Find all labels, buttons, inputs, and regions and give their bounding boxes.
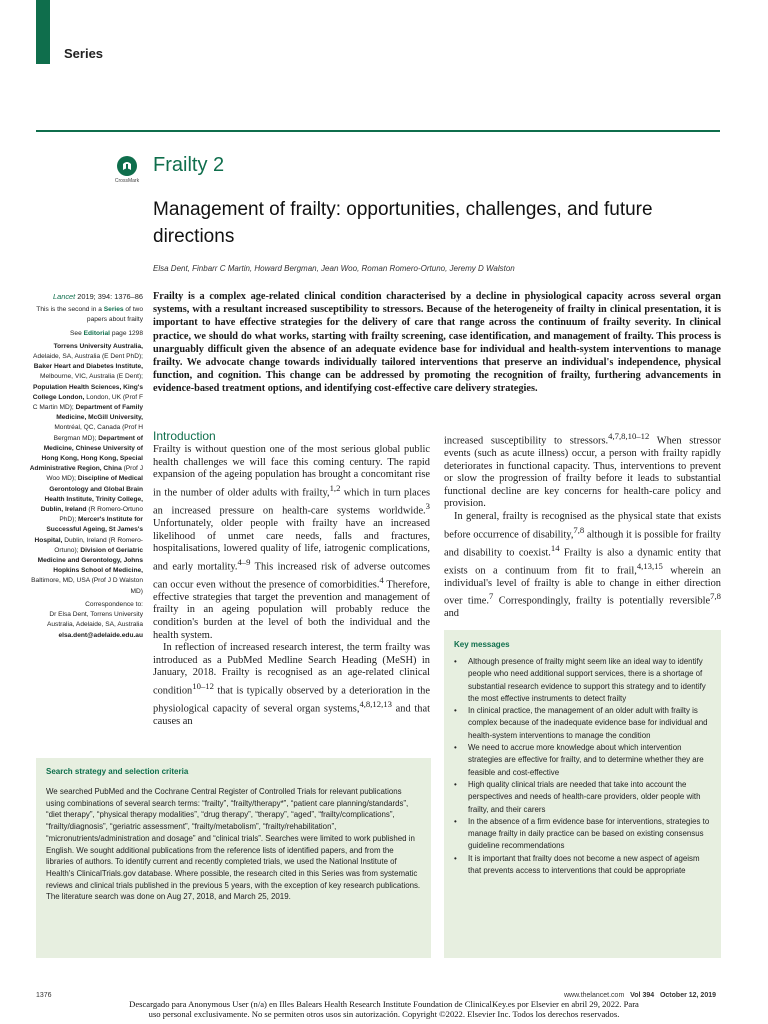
paragraph xyxy=(153,444,430,642)
citation-ref: 7 xyxy=(489,591,494,602)
affiliation-name: Mercer's Institute for Successful Ageing, St James's Hospital, xyxy=(34,516,143,544)
correspondence-address: Dr Elsa Dent, Torrens University Australia, Adelaide, SA, Australia xyxy=(46,611,143,629)
citation-details: 2019; 394: 1376–86 xyxy=(75,292,143,301)
body-column-right xyxy=(444,430,721,621)
page-number: 1376 xyxy=(36,992,52,999)
affiliation-detail: Adelaide, SA, Australia (E Dent PhD); xyxy=(33,353,143,361)
text-run: Frailty is also a dynamic entity that exists on a continuum from fit to frail, xyxy=(444,547,721,577)
affiliation-detail: Baltimore, MD, USA (Prof J D Walston MD) xyxy=(31,577,143,595)
text-run: which in turn places an increased pressure on health-care systems worldwide. xyxy=(153,487,430,517)
paragraph xyxy=(444,430,721,511)
affiliation-name: Department of Medicine, Chinese University of Hong Kong, Hong Kong, Special Administrative Region, China xyxy=(29,434,143,473)
citation-ref: 4,8,12,13 xyxy=(359,699,392,710)
crossmark-label: CrossMark xyxy=(114,178,140,184)
citation-ref: 7,8 xyxy=(710,591,721,602)
panel-heading: Key messages xyxy=(454,640,510,649)
list-item: • Although presence of frailty might seem like an ideal way to identify people who need additional support services, there is a shortage of substantial research evidence to support this strategy and to identify the most effective instruments to detect frailty xyxy=(454,656,711,705)
affiliation-name: Department of Family Medicine, McGill University, xyxy=(56,404,143,422)
crossmark-badge[interactable] xyxy=(113,155,141,184)
correspondence-email[interactable]: elsa.dent@adelaide.edu.au xyxy=(58,631,143,639)
affiliation-name: Torrens University Australia, xyxy=(53,342,143,350)
list-item: • In the absence of a firm evidence base for interventions, strategies to manage frailty in daily practice can be based on existing consensus guideline recommendations xyxy=(454,816,711,853)
citation-ref: 4–9 xyxy=(237,556,251,567)
journal-volume: Vol 394 xyxy=(630,992,655,999)
series-note xyxy=(28,305,143,325)
citation-ref: 7,8 xyxy=(573,524,585,535)
citation-ref: 4 xyxy=(379,574,384,585)
editorial-page: page 1298 xyxy=(109,329,143,337)
citation-journal: Lancet xyxy=(52,292,76,301)
journal-footer xyxy=(564,992,716,999)
correspondence-label: Correspondence to: xyxy=(85,600,143,608)
introduction-heading: Introduction xyxy=(153,429,216,443)
list-item: • It is important that frailty does not become a new aspect of ageism that prevents access to interventions that could be appropriate xyxy=(454,853,711,878)
correspondence xyxy=(28,600,143,641)
affiliation-name: Division of Geriatric Medicine and Gerontology, Johns Hopkins School of Medicine, xyxy=(37,546,143,575)
abstract: Frailty is a complex age-related clinical condition characterised by a decline in physiological capacity across several organ systems, with a resultant increased susceptibility to stressors. Because of the heterogeneity of frailty in clinical presentation, it is important to have effective strategies for the delivery of care that range across the continuum of frailty severity. In clinical practice, we should do what works, starting with frailty screening, case identification, and management of frailty. This process is unarguably difficult given the absence of an adequate evidence base for individual and health-system interventions to manage frailty. We advocate change towards individually tailored interventions that preserve an individual's independence, physical function, and cognition. This change can be addressed by promoting the recognition of frailty, furthering advancements in evidence-based treatment options, and identifying cost-effective care delivery strategies. xyxy=(153,291,721,395)
affiliation-detail: London, UK (Prof F C Martin MD); xyxy=(32,393,143,412)
editorial-note xyxy=(28,329,143,339)
text-run: and that causes an xyxy=(153,703,431,728)
article-sidebar xyxy=(28,292,143,644)
download-notice-line: Descargado para Anonymous User (n/a) en Illes Balears Health Research Institute Foundation de ClinicalKey.es por Elsevier en abril 29, 2022. Para xyxy=(129,999,639,1009)
search-strategy-panel xyxy=(36,758,431,958)
text-run: Unfortunately, older people with frailty have an increased likelihood of unmet care needs, falls and fractures, hospitalisations, lowered quality of life, iatrogenic complications, and early mortality. xyxy=(153,517,430,573)
citation-ref: 14 xyxy=(550,542,560,553)
affiliation-detail: (R Romero-Ortuno PhD); xyxy=(59,506,143,524)
paragraph xyxy=(444,511,721,621)
list-item: • We need to accrue more knowledge about which intervention strategies are effective for frailty, and to determine whether they are feasible and cost-effective xyxy=(454,742,711,779)
citation-ref: 3 xyxy=(425,500,430,511)
text-run: Correspondingly, frailty is potentially reversible xyxy=(493,595,711,607)
journal-url[interactable]: www.thelancet.com xyxy=(563,992,625,999)
citation-ref: 1,2 xyxy=(329,482,341,493)
section-label: Series xyxy=(64,46,104,61)
text-run: Frailty is without question one of the most serious global public health challenges we will face this coming century. The rapid expansion of the ageing population has brought a concomitant rise in the number of older adults with frailty, xyxy=(153,444,430,499)
header-rule xyxy=(36,130,720,132)
text-run: This increased risk of adverse outcomes can occur even without the presence of comorbidities. xyxy=(153,561,430,591)
text-run: wherein an individual's level of frailty is able to change in either direction over time. xyxy=(444,565,722,607)
text-run: In reflection of increased research interest, the term frailty was introduced as a PubMed Medline Search Heading (MeSH) in January, 2018. Frailty is recognised as an age-related clinical condition xyxy=(153,642,430,697)
citation-ref: 10–12 xyxy=(192,680,214,691)
list-item: • High quality clinical trials are needed that take into account the perspectives and needs of health-care providers, older people with frailty, and their carers xyxy=(454,779,711,816)
download-notice-line: uso personal exclusivamente. No se permiten otros usos sin autorización. Copyright ©2022. Elsevier Inc. Todos los derechos reservados. xyxy=(148,1009,620,1019)
series-title: Frailty 2 xyxy=(153,154,225,176)
affiliations xyxy=(28,342,143,597)
editorial-link[interactable]: Editorial xyxy=(83,329,110,337)
text-run: increased susceptibility to stressors. xyxy=(444,435,609,447)
author-list: Elsa Dent, Finbarr C Martin, Howard Bergman, Jean Woo, Roman Romero-Ortuno, Jeremy D Walston xyxy=(153,264,515,273)
affiliation-name: Population Health Sciences, King's College London, xyxy=(32,383,143,401)
text-run: that is typically observed by a deterioration in the physiological capacity of several organ systems, xyxy=(153,685,430,715)
series-note-text: This is the second in a xyxy=(36,306,104,314)
text-run: In general, frailty is recognised as the physical state that exists before occurrence of disability, xyxy=(444,511,721,541)
affiliation-detail: Dublin, Ireland (R Romero-Ortuno); xyxy=(54,536,143,554)
article-title: Management of frailty: opportunities, challenges, and future directions xyxy=(153,199,653,247)
text-run: Therefore, effective strategies that target the prevention and management of frailty in an ageing population will probably reduce the condition's burden at the level of both the individual and the health system. xyxy=(153,579,430,641)
panel-text: We searched PubMed and the Cochrane Central Register of Controlled Trials for relevant publications using combinations of several search terms: “frailty”, “frailty/therapy*”, “patient care planning/standards”, “diet therapy”, “physical therapy modalities”, “drug therapy”, “therapy”, “aged”, “frailty/complications”, “frailty/diagnosis”, “geriatric assessment”, “frailty/metabolism”, “frailty/rehabilitation”, “micronutrients/administration and dosage” and “clinical trials”. Searches were limited to work published in English. We sought additional publications from the reference lists of identified papers, and from the libraries of authors. To identify current and recently completed trials, we used the National Institute of Health's ClinicalTrials.gov database. Where possible, the research cited in this Series was from systematic reviews and clinical trials published in the previous 5 years, with the exception of key research publications. The literature search was done on Aug 27, 2018, and March 25, 2019. xyxy=(46,787,421,902)
key-messages-panel xyxy=(444,630,721,958)
citation-ref: 4,7,8,10–12 xyxy=(608,431,650,441)
list-item: • In clinical practice, the management of an older adult with frailty is complex because of the inadequate evidence base for individual and health-system interventions to manage the condition xyxy=(454,705,711,742)
key-messages-list xyxy=(454,656,711,877)
affiliation-name: Baker Heart and Diabetes Institute, xyxy=(33,363,143,371)
panel-heading: Search strategy and selection criteria xyxy=(46,767,189,776)
crossmark-icon xyxy=(116,155,138,177)
body-column-left xyxy=(153,444,430,729)
text-run: and xyxy=(444,608,460,620)
editorial-note-text: See xyxy=(70,329,84,337)
citation xyxy=(28,292,143,302)
series-note-text-end: of two papers about frailty xyxy=(86,306,143,324)
affiliation-name: Discipline of Medical Gerontology and Global Brain Health Institute, Trinity College, Dublin, Ireland xyxy=(40,475,143,514)
affiliation-detail: (Prof J Woo MD); xyxy=(46,465,143,483)
series-link[interactable]: Series xyxy=(103,306,124,314)
series-color-tab xyxy=(36,0,50,64)
affiliation-detail: Melbourne, VIC, Australia (E Dent); xyxy=(40,373,143,381)
download-notice xyxy=(0,999,768,1019)
text-run: When stressor events (such as acute illness) occur, a person with frailty rapidly deteriorates in functional capacity. Thus, interventions to prevent or slow the progression of frailty before it leads to substantial functional decline are key concerns for health-care policy and provision. xyxy=(444,435,722,510)
citation-ref: 4,13,15 xyxy=(636,560,663,571)
affiliation-detail: Montréal, QC, Canada (Prof H Bergman MD); xyxy=(53,424,143,442)
journal-date: October 12, 2019 xyxy=(659,992,716,999)
paragraph xyxy=(153,642,430,729)
text-run: although it is possible for frailty and disability to coexist. xyxy=(444,529,721,559)
